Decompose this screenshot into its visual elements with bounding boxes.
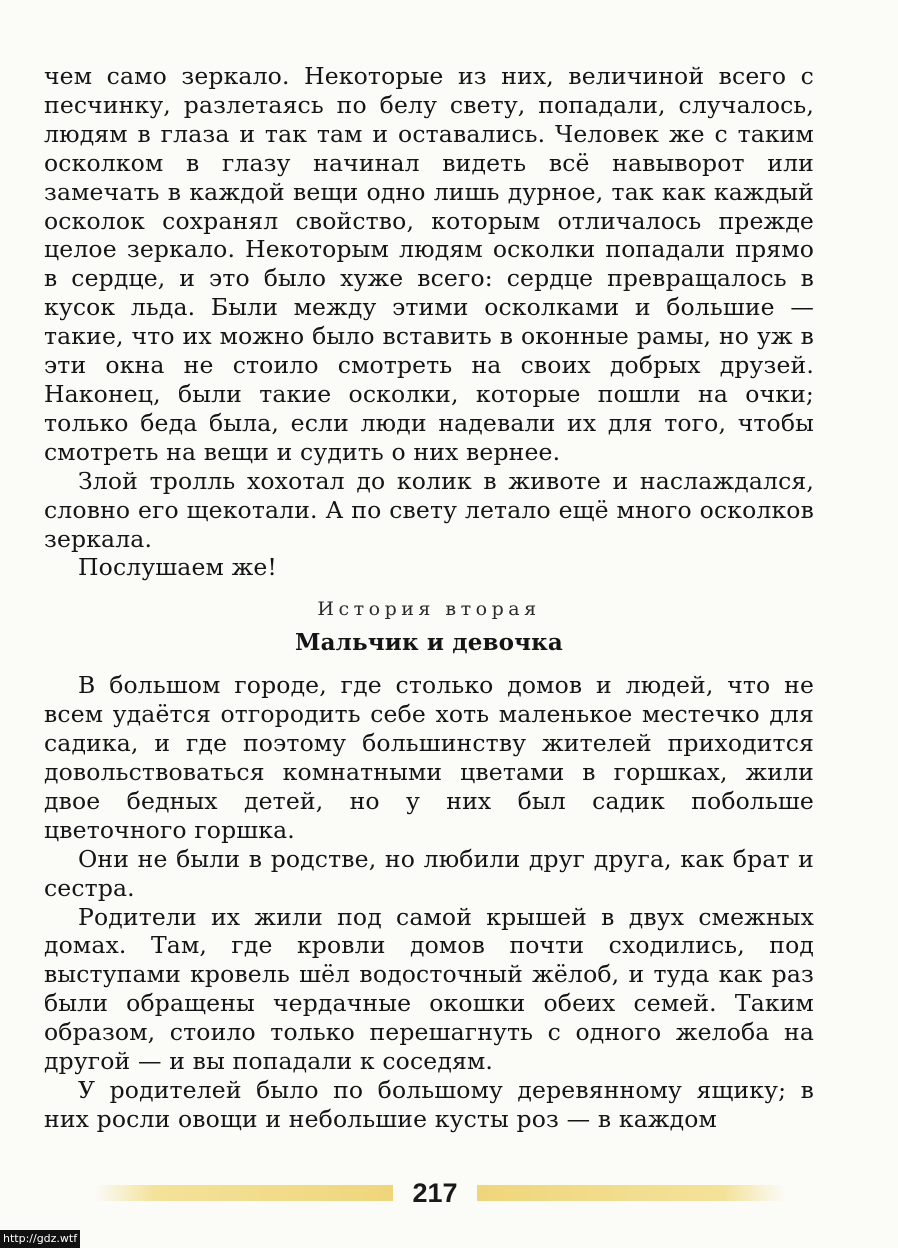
footer-decor-bar-right bbox=[477, 1185, 785, 1201]
chapter-heading bbox=[44, 595, 814, 659]
watermark-label: http://gdz.wtf bbox=[0, 1230, 80, 1248]
page-footer bbox=[95, 1176, 785, 1210]
paragraph: чем само зеркало. Некоторые из них, величиной всего с песчинку, разлетаясь по белу свету, попадали, случалось, людям в глаза и так там и оставались. Человек же с таким осколком в глазу начинал видеть всё навыворот или замечать в каждой вещи одно лишь дурное, так как каждый осколок сохранял свойство, которым отличалось прежде целое зеркало. Некоторым людям осколки попадали прямо в сердце, и это было хуже всего: сердце превращалось в кусок льда. Были между этими осколками и большие — такие, что их можно было вставить в оконные рамы, но уж в эти окна не стоило смотреть на своих добрых друзей. Наконец, были такие осколки, которые пошли на очки; только беда была, если люди надевали их для того, чтобы смотреть на вещи и судить о них вернее. bbox=[44, 62, 814, 466]
paragraph: Они не были в родстве, но любили друг друга, как брат и сестра. bbox=[44, 844, 814, 902]
paragraph: Родители их жили под самой крышей в двух смежных домах. Там, где кровли домов почти сходились, под выступами кровель шёл водосточный жёлоб, и туда как раз были обращены чердачные окошки обеих семей. Таким образом, стоило только перешагнуть с одного желоба на другой — и вы попадали к соседям. bbox=[44, 902, 814, 1076]
footer-decor-bar-left bbox=[95, 1185, 393, 1201]
paragraph: У родителей было по большому деревянному ящику; в них росли овощи и небольшие кусты роз — в каждом bbox=[44, 1076, 814, 1133]
chapter-label: История вторая bbox=[317, 598, 541, 621]
paragraph: Послушаем же! bbox=[78, 553, 277, 582]
page-number: 217 bbox=[412, 1178, 458, 1208]
paragraph: Злой тролль хохотал до колик в животе и наслаждался, словно его щекотали. А по свету летало ещё много осколков зеркала. bbox=[44, 466, 814, 553]
page-text bbox=[44, 62, 814, 1134]
paragraph: В большом городе, где столько домов и людей, что не всем удаётся отгородить себе хоть маленькое местечко для садика, и где поэтому большинству жителей приходится довольствоваться комнатными цветами в горшках, жили двое бедных детей, но у них был садик побольше цветочного горшка. bbox=[44, 671, 814, 844]
chapter-title: Мальчик и девочка bbox=[295, 629, 563, 657]
